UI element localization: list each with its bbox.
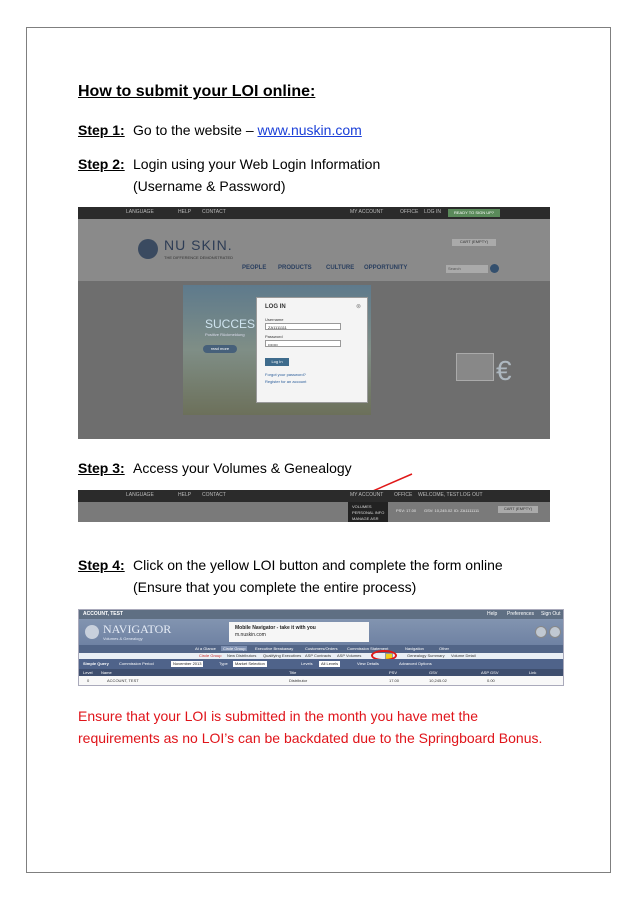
navigator-subtitle: Volumes & Genealogy xyxy=(103,636,143,641)
cart-indicator: CART (EMPTY) xyxy=(452,239,496,246)
tab-other: Other xyxy=(439,646,450,651)
brand-name: NU SKIN. xyxy=(164,237,233,253)
mobile-ad-line2: m.nuskin.com xyxy=(235,632,266,638)
step4-line1: Click on the yellow LOI button and complete the form online xyxy=(133,557,503,573)
office-link: OFFICE xyxy=(394,492,413,498)
levels-label: Levels xyxy=(301,661,313,666)
levels-select: All Levels xyxy=(321,661,339,666)
col-link: Link xyxy=(529,670,537,675)
step1-label: Step 1: xyxy=(78,122,125,138)
username-label: Username xyxy=(265,317,284,322)
close-icon: ⊗ xyxy=(355,304,361,310)
view-details-label: View Details xyxy=(357,661,379,666)
warning-note: Ensure that your LOI is submitted in the month you have met the requirements as no LOI’s can be backdated due to the Springboard Bonus. xyxy=(78,708,543,746)
contact-link: CONTACT xyxy=(202,209,226,215)
step3-text: Access your Volumes & Genealogy xyxy=(133,460,352,476)
login-link: LOG IN xyxy=(424,209,441,215)
account-dropdown xyxy=(348,502,388,522)
subnav-circle-group: Circle Group xyxy=(199,653,222,658)
hero-subtitle: Positive Rückmeldung xyxy=(205,332,245,337)
type-label: Type xyxy=(219,661,228,666)
table-row xyxy=(79,676,564,685)
subnav-qualifying-executives: Qualifying Executives xyxy=(263,653,302,658)
col-gsv: GSV xyxy=(429,670,438,675)
office-link: OFFICE xyxy=(400,209,419,215)
navigator-topbar xyxy=(79,610,564,619)
username-field: ZA1111111 xyxy=(265,323,341,330)
advanced-options-label: Advanced Options xyxy=(399,661,432,666)
row-level: 0 xyxy=(87,678,90,683)
ready-signup-button: READY TO SIGN UP? xyxy=(448,209,500,217)
preferences-link: Preferences xyxy=(507,611,534,617)
col-title: Title xyxy=(289,670,297,675)
table-header xyxy=(79,669,564,676)
dropdown-manage-asr: MANAGE ASR xyxy=(352,516,379,521)
tab-navigation: Navigation xyxy=(405,646,424,651)
hero-title: SUCCES xyxy=(205,317,256,331)
gsv-value: GSV: 10,245.02 xyxy=(424,508,453,513)
step1-description: Go to the website – xyxy=(133,122,258,138)
help-link: HELP xyxy=(178,492,192,498)
password-field: ••••••• xyxy=(265,340,341,347)
row-name: ACCOUNT, TEST xyxy=(107,678,139,683)
euro-symbol: € xyxy=(496,355,512,386)
login-button: Log In xyxy=(265,358,289,366)
navigator-title: NAVIGATOR xyxy=(103,622,172,636)
step4-label: Step 4: xyxy=(78,557,125,573)
dropdown-volumes: VOLUMES xyxy=(352,504,372,509)
col-name: Name xyxy=(101,670,112,675)
forgot-password-link: Forgot your password? xyxy=(265,372,306,377)
subnav-asp-volumes: ASP Volumes xyxy=(337,653,362,658)
subnav-asp-contracts: ASP Contracts xyxy=(305,653,332,658)
step2-line2: (Username & Password) xyxy=(133,178,286,194)
settings-circle-icon xyxy=(549,626,561,638)
cart-indicator: CART (EMPTY) xyxy=(498,506,538,513)
language-link: LANGUAGE xyxy=(126,209,154,215)
step4-line2: (Ensure that you complete the entire process) xyxy=(133,579,417,595)
help-link: Help xyxy=(487,611,498,617)
step1-text xyxy=(133,122,362,138)
step2-line1: Login using your Web Login Information xyxy=(133,156,381,172)
period-select: November 2013 xyxy=(173,661,202,666)
my-account-link: MY ACCOUNT xyxy=(350,209,384,215)
account-topbar xyxy=(78,490,550,502)
login-dialog-title: LOG IN xyxy=(265,304,286,310)
step2-label: Step 2: xyxy=(78,156,125,172)
help-circle-icon xyxy=(535,626,547,638)
psv-value: PSV: 17.00 xyxy=(396,508,417,513)
site-topbar xyxy=(78,207,550,219)
brand-tagline: THE DIFFERENCE DEMONSTRATED xyxy=(164,255,234,260)
search-input: Search xyxy=(446,265,488,273)
search-icon xyxy=(490,264,499,273)
tab-executive-breakaway: Executive Breakaway xyxy=(255,646,294,651)
register-link: Register for an account xyxy=(265,379,307,384)
promo-box xyxy=(456,353,494,381)
type-select: Market Selection xyxy=(235,661,265,666)
row-psv: 17.00 xyxy=(389,678,400,683)
login-dialog xyxy=(256,297,368,403)
contact-link: CONTACT xyxy=(202,492,226,498)
account-name: ACCOUNT, TEST xyxy=(83,611,123,617)
language-link: LANGUAGE xyxy=(126,492,154,498)
navigator-tabs xyxy=(79,645,564,653)
page-title: How to submit your LOI online: xyxy=(78,83,316,100)
row-gsv: 10,245.02 xyxy=(429,678,447,683)
nuskin-logo-icon xyxy=(138,239,158,259)
password-label: Password xyxy=(265,334,283,339)
col-level: Level xyxy=(83,670,93,675)
nuskin-link[interactable]: www.nuskin.com xyxy=(257,122,362,138)
tab-at-a-glance: At a Glance xyxy=(195,646,216,651)
login-screenshot xyxy=(78,207,550,439)
row-asp-gsv: 0.00 xyxy=(487,678,495,683)
simple-query-label: Simple Query xyxy=(83,661,109,666)
dropdown-personal-info: PERSONAL INFO xyxy=(352,510,385,515)
nav-people: PEOPLE xyxy=(242,265,267,271)
nav-opportunity: OPPORTUNITY xyxy=(364,265,408,271)
subnav-genealogy-summary: Genealogy Summary xyxy=(407,653,445,658)
subnav-volume-detail: Volume Detail xyxy=(451,653,476,658)
navigator-logo-icon xyxy=(85,625,99,639)
logout-link: LOG OUT xyxy=(460,492,483,498)
my-account-link: MY ACCOUNT xyxy=(350,492,384,498)
help-link: HELP xyxy=(178,209,192,215)
welcome-text: WELCOME, TEST xyxy=(418,492,460,498)
tab-customers-orders: Customers/Orders xyxy=(305,646,338,651)
nav-culture: CULTURE xyxy=(326,265,355,271)
col-asp-gsv: ASP GSV xyxy=(481,670,499,675)
read-more-button: read more xyxy=(203,345,237,353)
row-title: Distributor xyxy=(289,678,308,683)
subnav-new-distributors: New Distributors xyxy=(227,653,257,658)
mobile-ad-line1: Mobile Navigator - take it with you xyxy=(235,625,316,631)
commission-period-label: Commission Period xyxy=(119,661,154,666)
navigator-filters xyxy=(79,659,564,669)
tab-commission-statement: Commission Statement xyxy=(347,646,389,651)
nav-products: PRODUCTS xyxy=(278,265,312,271)
sign-out-link: Sign Out xyxy=(541,611,561,617)
navigator-banner xyxy=(79,619,564,645)
navigator-screenshot xyxy=(78,609,564,686)
id-value: ID: ZA1111111 xyxy=(454,508,480,513)
step3-label: Step 3: xyxy=(78,460,125,476)
account-menu-screenshot xyxy=(78,490,550,522)
tab-circle-group: Circle Group xyxy=(223,646,246,651)
col-psv: PSV xyxy=(389,670,398,675)
mobile-navigator-ad xyxy=(229,622,369,642)
site-header xyxy=(78,219,550,281)
